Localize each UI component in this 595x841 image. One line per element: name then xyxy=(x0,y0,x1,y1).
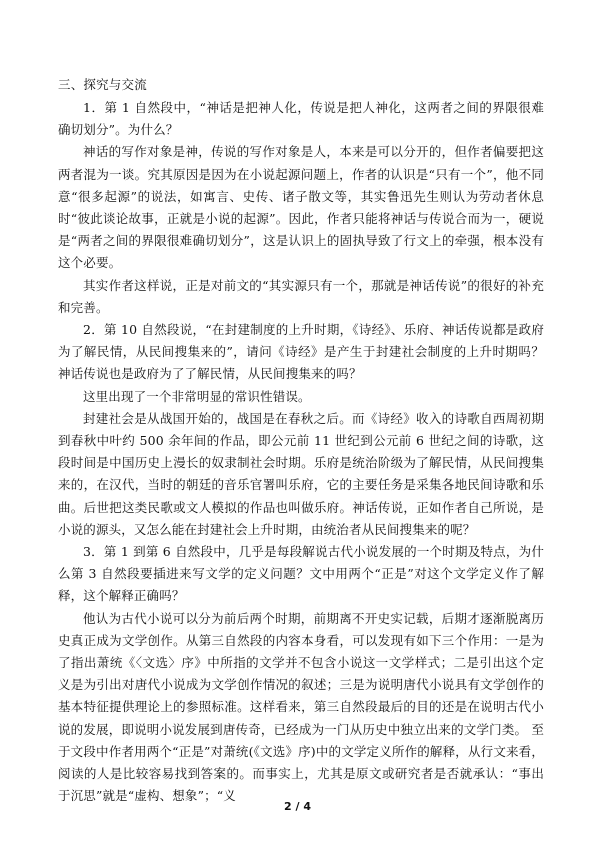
answer-3-paragraph: 他认为古代小说可以分为前后两个时期，前期离不开史实记载，后期才逐渐脱离历史真正成为文学创作。从第三自然段的内容本身看，可以发现有如下三个作用：一是为了指出萧统《〈文选〉序》中所指的文学并不包含小说这一文学样式；二是引出这个定义是为引出对唐代小说成为文学创作情况的叙述；三是为说明唐代小说具有文学创作的基本特征提供理论上的参照标准。这样看来，第三自然段最后的目的还是在说明古代小说的发展，即说明小说发展到唐传奇，已经成为一门从历史中独立出来的文学门类。 至于文段中作者用两个“正是”对萧统(《文选》序)中的文学定义所作的解释，从行文来看，阅读的人是比较容易找到答案的。而事实上，尤其是原文或研究者是否就承认：“事出于沉思”就是“虚构、想象”；“义 xyxy=(58,610,544,804)
section-heading: 三、探究与交流 xyxy=(58,77,147,92)
question-2: 2．第 10 自然段说，“在封建制度的上升时期，《诗经》、乐府、神话传说都是政府为了解民情，从民间搜集来的”，请问《诗经》是产生于封建社会制度的上升时期吗？神话传说也是政府为了了解民情，从民间搜集来的吗？ xyxy=(58,322,544,382)
page-number: 2 / 4 xyxy=(284,800,311,813)
answer-1-supplement: 其实作者这样说，正是对前文的“其实源只有一个，那就是神话传说”的很好的补充和完善。 xyxy=(58,277,544,315)
page-content xyxy=(58,74,544,808)
question-1: 1．第 1 自然段中，“神话是把神人化，传说是把人神化，这两者之间的界限很难确切划分”。为什么？ xyxy=(58,100,544,138)
answer-2-paragraph: 封建社会是从战国开始的，战国是在春秋之后。而《诗经》收入的诗歌自西周初期到春秋中叶约 500 余年间的作品，即公元前 11 世纪到公元前 6 世纪之间的诗歌，这段时间是中国历史上漫长的奴隶制社会时期。乐府是统治阶级为了解民情，从民间搜集来的，在汉代，当时的朝廷的音乐官署叫乐府，它的主要任务是采集各地民间诗歌和乐曲。后世把这类民歌或文人模拟的作品也叫做乐府。神话传说，正如作者自己所说，是小说的源头，又怎么能在封建社会上升时期，由统治者从民间搜集来的呢？ xyxy=(58,410,544,537)
answer-2-intro: 这里出现了一个非常明显的常识性错误。 xyxy=(83,388,311,404)
question-3: 3．第 1 到第 6 自然段中，几乎是每段解说古代小说发展的一个时期及特点，为什么第 3 自然段要插进来写文学的定义问题？文中用两个“正是”对这个文学定义作了解释，这个解释正确吗？ xyxy=(58,544,544,604)
answer-1-paragraph: 神话的写作对象是神，传说的写作对象是人，本来是可以分开的，但作者偏要把这两者混为一谈。究其原因是因为在小说起源问题上，作者的认识是“只有一个”，他不同意“很多起源”的说法，如寓言、史传、诸子散文等，其实鲁迅先生则认为劳动者休息时“彼此谈论故事，正就是小说的起源”。因此，作者只能将神话与传说合而为一，硬说是“两者之间的界限很难确切划分”，这是认识上的固执导致了行文上的牵强，根本没有这个必要。 xyxy=(58,144,544,271)
